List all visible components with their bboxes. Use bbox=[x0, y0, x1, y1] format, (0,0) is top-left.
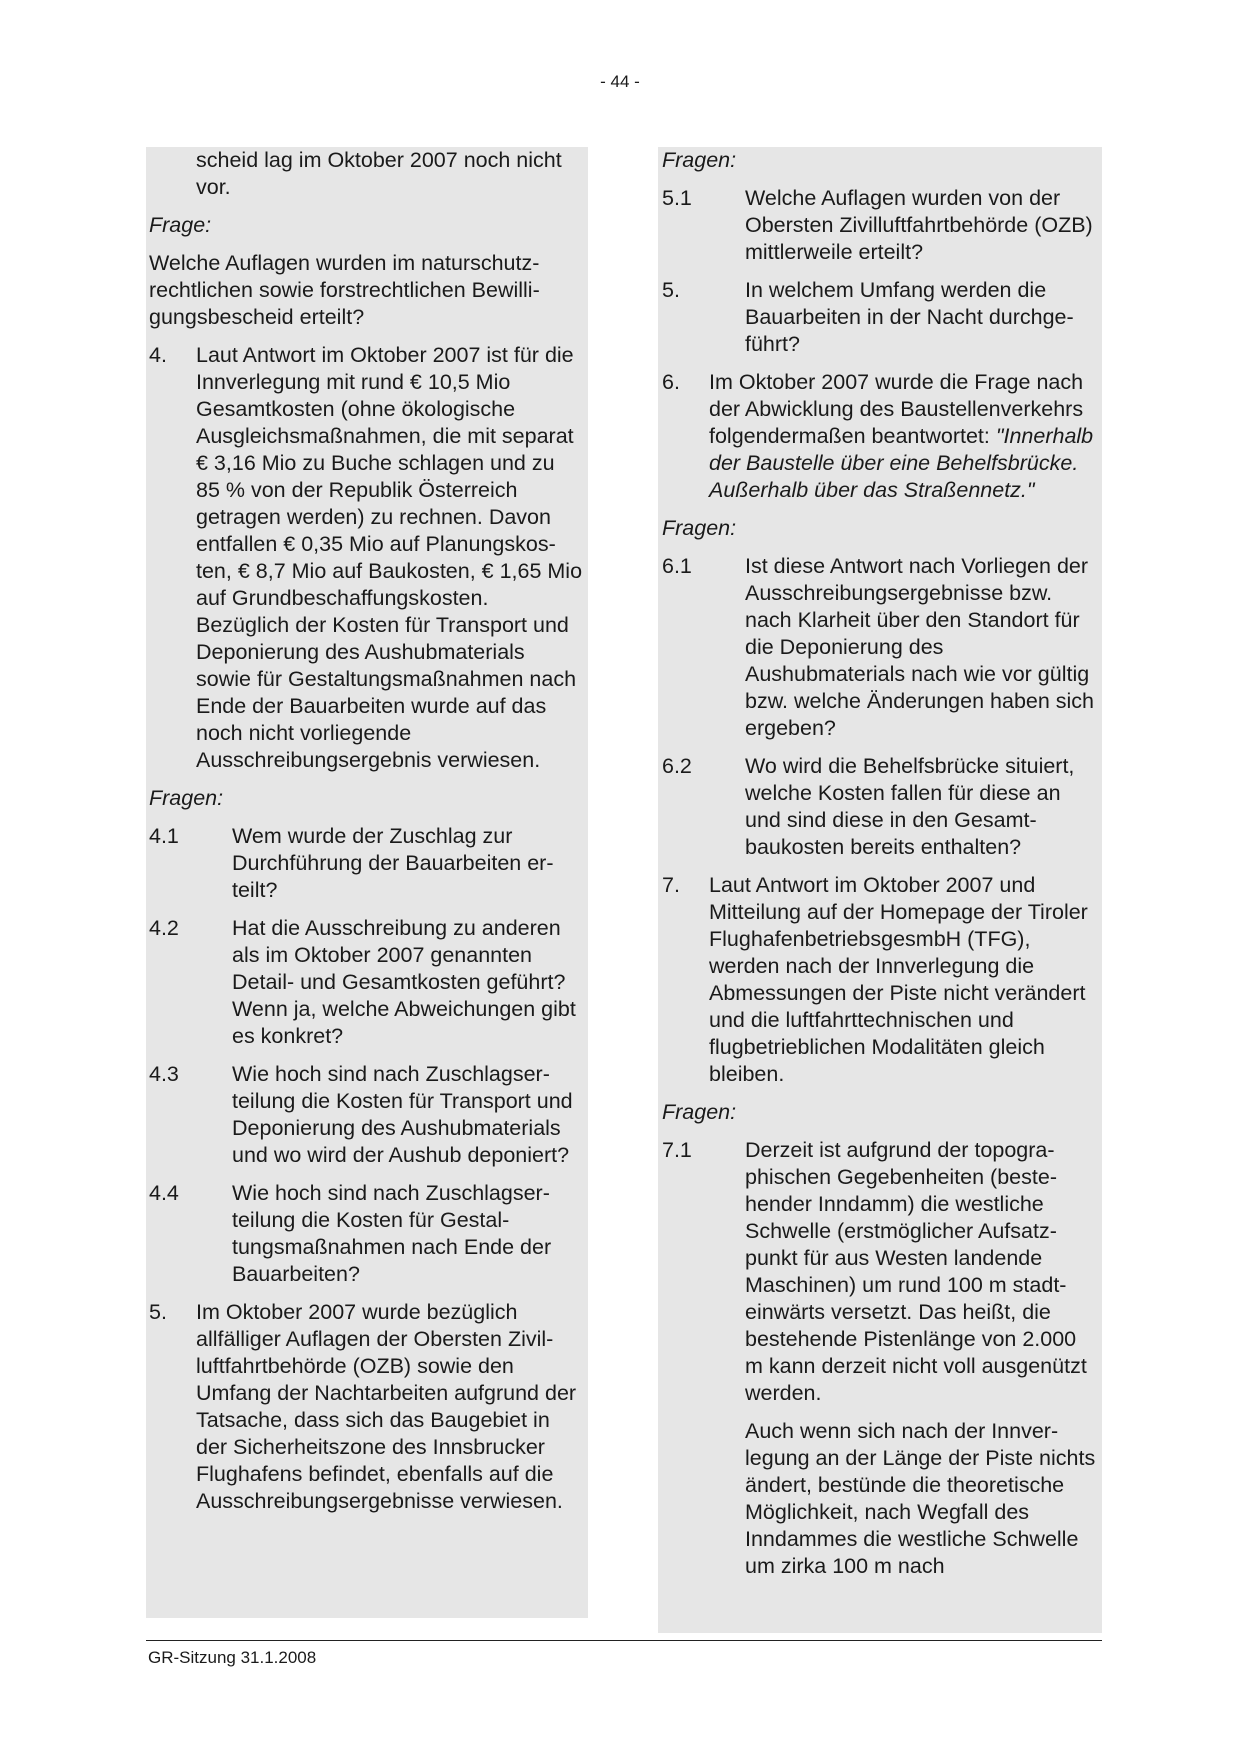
question-4-3 bbox=[149, 1061, 584, 1169]
item-5 bbox=[149, 1299, 584, 1515]
heading-fragen: Fragen: bbox=[662, 1100, 737, 1124]
question-paragraph: Welche Auflagen wurden im naturschutzrechtlichen sowie forstrechtlichen Bewilligungsbescheid erteilt? bbox=[149, 251, 540, 329]
item-number: 7. bbox=[662, 873, 680, 897]
item-4 bbox=[149, 342, 584, 774]
item-7 bbox=[662, 872, 1098, 1088]
question-number: 4.1 bbox=[149, 824, 179, 848]
heading-fragen: Fragen: bbox=[662, 148, 737, 172]
heading-frage: Frage: bbox=[149, 213, 212, 237]
question-4-1 bbox=[149, 823, 584, 904]
heading-fragen: Fragen: bbox=[149, 786, 224, 810]
question-number: 6.2 bbox=[662, 754, 692, 778]
question-text: Derzeit ist aufgrund der topographischen Gegebenheiten (bestehender Inndamm) die westliche Schwelle (erstmöglicher Aufsatzpunkt für aus Westen landende Maschinen) um rund 100 m stadteinwärts versetzt. Das heißt, die bestehende Pistenlänge von 2.000 m kann derzeit nicht voll ausgenützt werden. bbox=[745, 1138, 1087, 1405]
right-column bbox=[658, 147, 1102, 1633]
item-quote: "Innerhalb der Baustelle über eine Behelfsbrücke. Außerhalb über das Straßennetz." bbox=[709, 424, 1094, 502]
question-text: Hat die Ausschreibung zu anderen als im Oktober 2007 genannten Detail- und Gesamtkosten geführt? Wenn ja, welche Abweichungen gibt es konkret? bbox=[232, 916, 576, 1048]
left-column bbox=[146, 147, 588, 1618]
page-number: - 44 - bbox=[600, 72, 640, 91]
item-text bbox=[709, 369, 1098, 504]
question-number: 6.1 bbox=[662, 554, 692, 578]
question-4-4 bbox=[149, 1180, 584, 1288]
question-text: Wie hoch sind nach Zuschlagserteilung die Kosten für Gestaltungsmaßnahmen nach Ende der Bauarbeiten? bbox=[232, 1181, 552, 1286]
question-7-1-continued: Auch wenn sich nach der Innverlegung an der Länge der Piste nichts ändert, bestünde die theoretische Möglichkeit, nach Wegfall des Inndammes die westliche Schwelle um zirka 100 m nach bbox=[745, 1419, 1096, 1578]
question-text: Welche Auflagen wurden von der Obersten Zivilluftfahrtbehörde (OZB) mittlerweile erteilt? bbox=[745, 186, 1093, 264]
question-number: 7.1 bbox=[662, 1138, 692, 1162]
continued-paragraph: scheid lag im Oktober 2007 noch nicht vor. bbox=[196, 148, 562, 199]
question-text: Wem wurde der Zuschlag zur Durchführung der Bauarbeiten erteilt? bbox=[232, 824, 554, 902]
item-text: Laut Antwort im Oktober 2007 ist für die Innverlegung mit rund € 10,5 Mio Gesamtkosten (ohne ökologische Ausgleichsmaßnahmen, die mit separat € 3,16 Mio zu Buche schlagen und zu 85 % von der Republik Österreich getragen werden) zu rechnen. Davon entfallen € 0,35 Mio auf Planungskosten, € 8,7 Mio auf Baukosten, € 1,65 Mio auf Grundbeschaffungskosten. Bezüglich der Kosten für Transport und Deponierung des Aushubmaterials sowie für Gestaltungsmaßnahmen nach Ende der Bauarbeiten wurde auf das noch nicht vorliegende Ausschreibungsergebnis verwiesen. bbox=[196, 343, 583, 772]
footer-divider bbox=[146, 1640, 1102, 1641]
question-4-2 bbox=[149, 915, 584, 1050]
question-5-1 bbox=[662, 185, 1098, 266]
question-text: Wie hoch sind nach Zuschlagserteilung die Kosten für Transport und Deponierung des Aushubmaterials und wo wird der Aushub deponiert? bbox=[232, 1062, 573, 1167]
item-6 bbox=[662, 369, 1098, 504]
question-text: In welchem Umfang werden die Bauarbeiten in der Nacht durchgeführt? bbox=[745, 278, 1074, 356]
footer-text: GR-Sitzung 31.1.2008 bbox=[148, 1648, 317, 1667]
item-text-plain: Im Oktober 2007 wurde die Frage nach der Abwicklung des Baustellenverkehrs folgendermaßen beantwortet: bbox=[709, 370, 1084, 448]
question-text: Wo wird die Behelfsbrücke situiert, welche Kosten fallen für diese an und sind diese in den Gesamtbaukosten bereits enthalten? bbox=[745, 754, 1075, 859]
question-number: 4.3 bbox=[149, 1062, 179, 1086]
item-text: Laut Antwort im Oktober 2007 und Mitteilung auf der Homepage der Tiroler FlughafenbetriebsgesmbH (TFG), werden nach der Innverlegung die Abmessungen der Piste nicht verändert und die luftfahrttechnischen und flugbetrieblichen Modalitäten gleich bleiben. bbox=[709, 873, 1088, 1086]
question-number: 5. bbox=[662, 278, 680, 302]
heading-fragen: Fragen: bbox=[662, 516, 737, 540]
question-number: 4.4 bbox=[149, 1181, 179, 1205]
question-6-1 bbox=[662, 553, 1098, 742]
item-number: 5. bbox=[149, 1300, 167, 1324]
item-number: 6. bbox=[662, 370, 680, 394]
item-number: 4. bbox=[149, 343, 167, 367]
question-5 bbox=[662, 277, 1098, 358]
question-number: 4.2 bbox=[149, 916, 179, 940]
question-text: Ist diese Antwort nach Vorliegen der Ausschreibungsergebnisse bzw. nach Klarheit über den Standort für die Deponierung des Aushubmaterials nach wie vor gültig bzw. welche Änderungen haben sich ergeben? bbox=[745, 554, 1095, 740]
question-7-1 bbox=[662, 1137, 1098, 1407]
item-text: Im Oktober 2007 wurde bezüglich allfälliger Auflagen der Obersten Zivilluftfahrtbehörde (OZB) sowie den Umfang der Nachtarbeiten aufgrund der Tatsache, dass sich das Baugebiet in der Sicherheitszone des Innsbrucker Flughafens befindet, ebenfalls auf die Ausschreibungsergebnisse verwiesen. bbox=[196, 1300, 577, 1513]
question-6-2 bbox=[662, 753, 1098, 861]
question-number: 5.1 bbox=[662, 186, 692, 210]
